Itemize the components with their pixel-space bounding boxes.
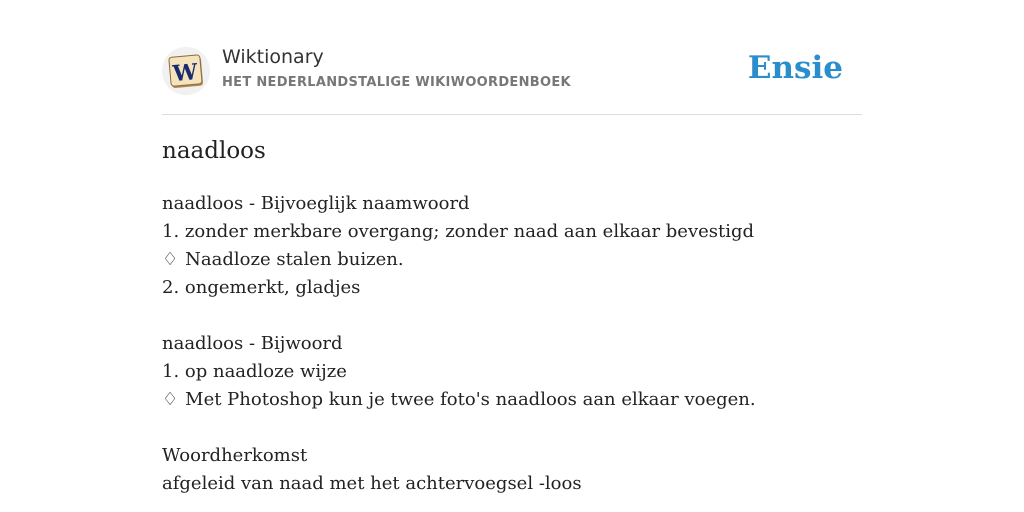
section-heading-etymology: Woordherkomst xyxy=(162,445,308,466)
example-marker-icon: ♢ xyxy=(162,389,179,410)
wiktionary-logo-icon[interactable] xyxy=(162,47,210,95)
example-item xyxy=(162,386,922,414)
svg-text:W: W xyxy=(171,59,199,88)
definition-item: 2. ongemerkt, gladjes xyxy=(162,277,361,298)
entry-content xyxy=(162,190,922,498)
example-text: Naadloze stalen buizen. xyxy=(185,249,404,270)
etymology-text: afgeleid van naad met het achtervoegsel -loos xyxy=(162,473,582,494)
site-subtitle: HET NEDERLANDSTALIGE WIKIWOORDENBOEK xyxy=(222,75,571,90)
example-text: Met Photoshop kun je twee foto's naadloos aan elkaar voegen. xyxy=(185,389,756,410)
ensie-brand-link[interactable]: Ensie xyxy=(747,50,843,86)
example-marker-icon: ♢ xyxy=(162,249,179,270)
definition-item: 1. zonder merkbare overgang; zonder naad aan elkaar bevestigd xyxy=(162,221,755,242)
site-title[interactable]: Wiktionary xyxy=(222,46,324,68)
definition-item: 1. op naadloze wijze xyxy=(162,361,347,382)
spacer xyxy=(162,414,922,442)
section-heading-adverb: naadloos - Bijwoord xyxy=(162,333,343,354)
example-item xyxy=(162,246,922,274)
site-header xyxy=(162,44,862,115)
section-heading-adjective: naadloos - Bijvoeglijk naamwoord xyxy=(162,193,470,214)
entry-headword: naadloos xyxy=(162,138,266,164)
spacer xyxy=(162,302,922,330)
